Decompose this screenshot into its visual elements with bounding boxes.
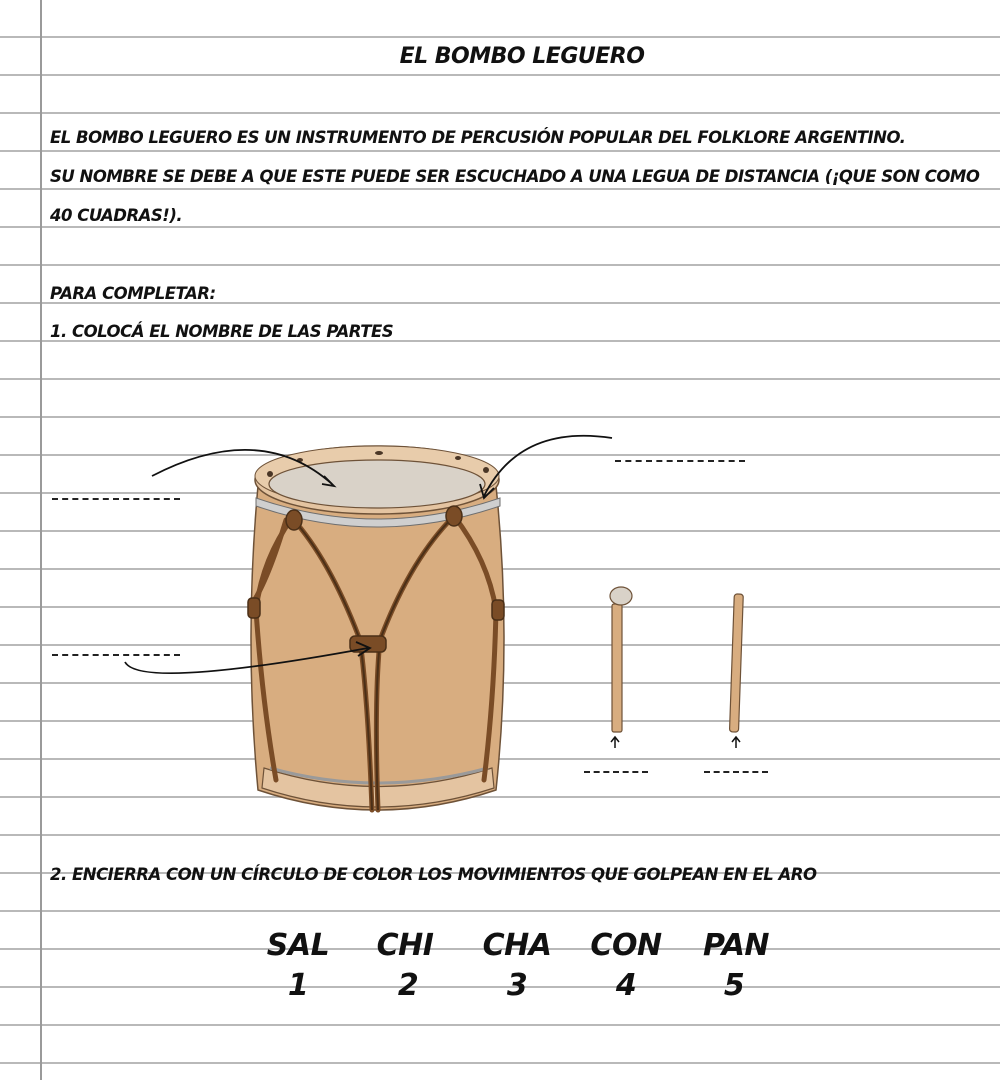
section-label: PARA COMPLETAR: xyxy=(50,284,216,303)
intro-line-2: SU NOMBRE SE DEBE A QUE ESTE PUEDE SER ESCUCHADO A UNA LEGUA DE DISTANCIA (¡QUE SON COMO xyxy=(50,167,980,186)
syllable-number-5: 5 xyxy=(723,968,745,1003)
syllable-pan[interactable]: PAN xyxy=(702,928,770,963)
up-arrows xyxy=(611,737,740,748)
syllable-number-1: 1 xyxy=(287,968,309,1003)
syllable-number-4: 4 xyxy=(615,968,637,1003)
syllable-sal[interactable]: SAL xyxy=(266,928,330,963)
syllable-number-2: 2 xyxy=(397,968,419,1003)
stick-illustration xyxy=(729,594,743,732)
mallet-illustration xyxy=(610,587,632,732)
task-2-instruction: 2. ENCIERRA CON UN CÍRCULO DE COLOR LOS MOVIMIENTOS QUE GOLPEAN EN EL ARO xyxy=(50,865,817,884)
drumhead xyxy=(269,460,485,508)
syllable-number-3: 3 xyxy=(506,968,528,1003)
task-1-instruction: 1. COLOCÁ EL NOMBRE DE LAS PARTES xyxy=(50,322,394,341)
intro-line-1: EL BOMBO LEGUERO ES UN INSTRUMENTO DE PERCUSIÓN POPULAR DEL FOLKLORE ARGENTINO. xyxy=(50,128,906,147)
syllable-cha[interactable]: CHA xyxy=(482,928,552,963)
intro-line-3: 40 CUADRAS!). xyxy=(50,206,183,225)
arrow-to-rim xyxy=(484,436,612,496)
page-title: EL BOMBO LEGUERO xyxy=(399,44,645,69)
syllable-chi[interactable]: CHI xyxy=(376,928,434,963)
syllable-con[interactable]: CON xyxy=(590,928,662,963)
